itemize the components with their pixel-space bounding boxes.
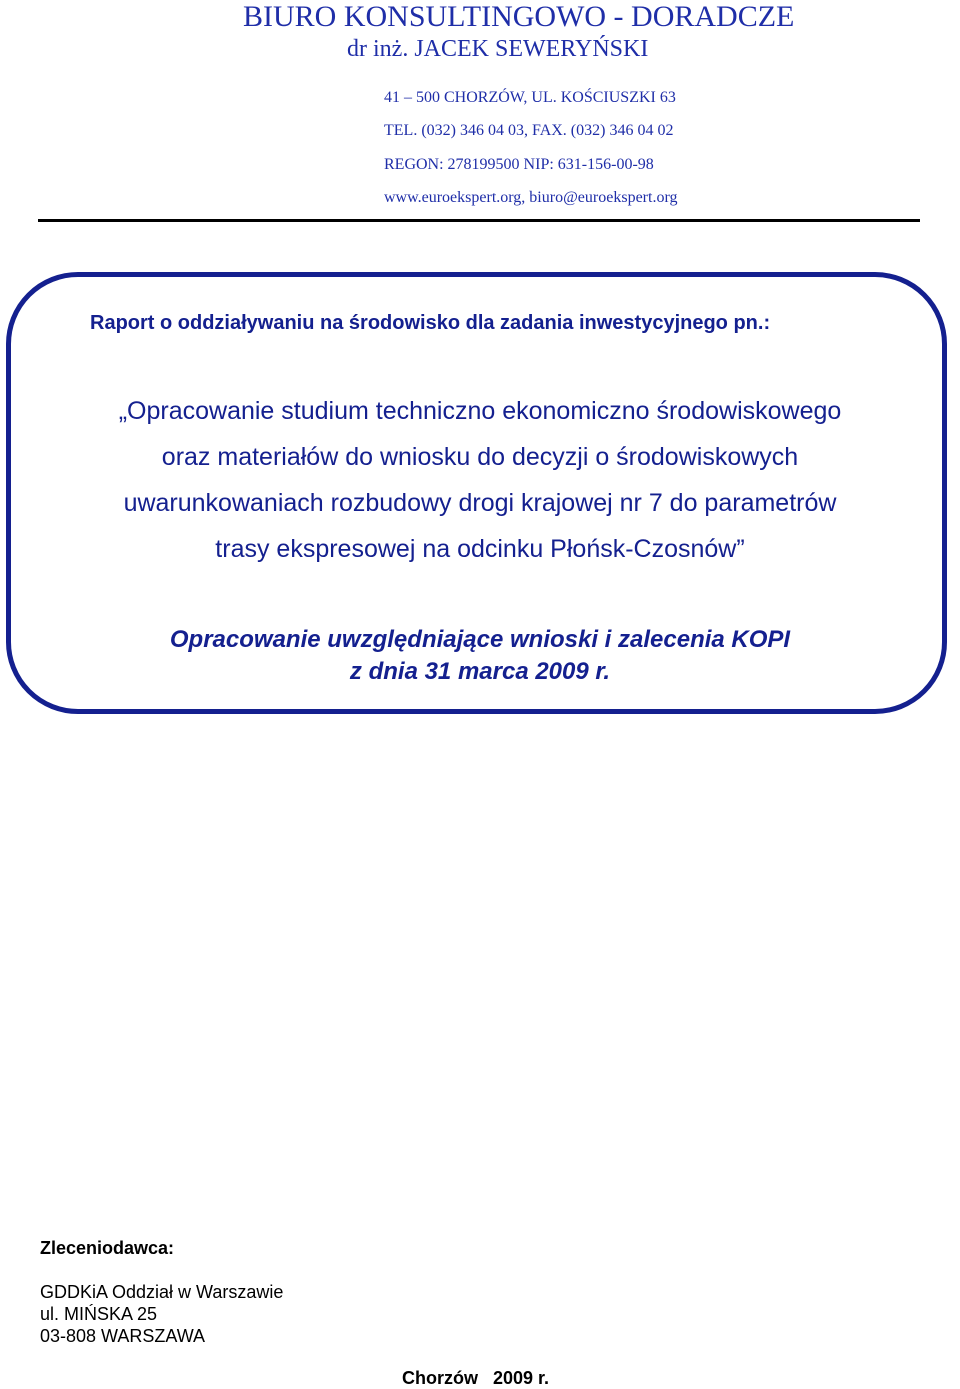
- header-divider: [38, 219, 920, 222]
- client-street: ul. MIŃSKA 25: [40, 1304, 158, 1324]
- report-intro: Raport o oddziaływaniu na środowisko dla zadania inwestycyjnego pn.:: [90, 312, 771, 334]
- company-web-contacts: [384, 188, 677, 208]
- company-address: 41 – 500 CHORZÓW, UL. KOŚCIUSZKI 63: [384, 89, 676, 106]
- project-title: [40, 388, 920, 572]
- client-city: 03-808 WARSZAWA: [40, 1326, 206, 1346]
- client-label: Zleceniodawca:: [40, 1238, 175, 1258]
- website-link[interactable]: www.euroekspert.org: [384, 189, 522, 206]
- place-date: Chorzów 2009 r.: [402, 1368, 550, 1388]
- project-title-line: uwarunkowaniach rozbudowy drogi krajowej nr 7 do parametrów: [123, 489, 837, 517]
- company-registry: REGON: 278199500 NIP: 631-156-00-98: [384, 156, 654, 173]
- company-phone: TEL. (032) 346 04 03, FAX. (032) 346 04 02: [384, 122, 674, 139]
- contact-separator: ,: [521, 189, 530, 206]
- client-name: GDDKiA Oddział w Warszawie: [40, 1282, 284, 1302]
- company-name: BIURO KONSULTINGOWO - DORADCZE: [243, 0, 795, 33]
- project-title-line: oraz materiałów do wniosku do decyzji o środowiskowych: [161, 443, 799, 471]
- project-title-line: „Opracowanie studium techniczno ekonomiczno środowiskowego: [118, 397, 842, 425]
- revision-note-line: z dnia 31 marca 2009 r.: [349, 658, 611, 685]
- email-link[interactable]: biuro@euroekspert.org: [529, 189, 678, 206]
- owner-name: dr inż. JACEK SEWERYŃSKI: [347, 36, 649, 62]
- revision-note-line: Opracowanie uwzględniające wnioski i zalecenia KOPI: [169, 626, 791, 653]
- project-title-line: trasy ekspresowej na odcinku Płońsk-Czosnów”: [215, 535, 745, 563]
- revision-note: [40, 624, 920, 688]
